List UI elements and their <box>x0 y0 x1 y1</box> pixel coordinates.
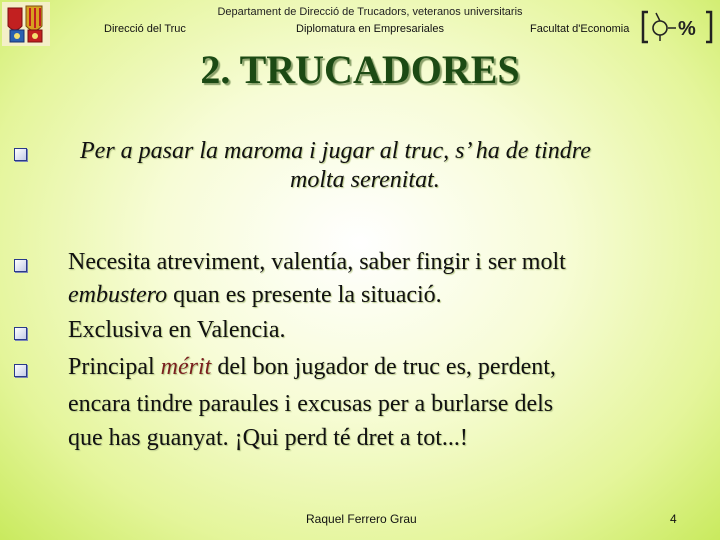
bullet-1-line-1: Per a pasar la maroma i jugar al truc, s’ ha de tindre <box>80 138 591 164</box>
bullet-2-line-2-rest: quan es presente la situació. <box>167 282 442 308</box>
header-middle-label: Diplomatura en Empresariales <box>296 23 444 35</box>
bullet-1-line-2: molta serenitat. <box>290 167 440 193</box>
slide-title: 2. TRUCADORES <box>200 47 520 92</box>
department-header: Departament de Direcció de Trucadors, veteranos universitaris <box>217 6 523 18</box>
bullet-4-merit-word: mérit <box>160 354 212 380</box>
economics-faculty-logo-icon <box>640 8 720 48</box>
header-left-label: Direcció del Truc <box>104 23 186 35</box>
svg-text:%: % <box>678 18 696 40</box>
page-number: 4 <box>670 512 677 526</box>
bullet-4-line-3: que has guanyat. ¡Qui perd té dret a tot...! <box>68 425 468 451</box>
bullet-4-line-2: encara tindre paraules i excusas per a burlarse dels <box>68 391 554 417</box>
bullet-3-line-1: Exclusiva en Valencia. <box>68 317 286 343</box>
bullet-2-line-1: Necesita atreviment, valentía, saber fingir i ser molt <box>68 249 566 275</box>
bullet-2-italic-word: embustero <box>68 282 168 308</box>
bullet-square-icon <box>14 148 27 161</box>
bullet-2-line-2 <box>68 281 442 310</box>
bullet-square-icon <box>14 327 27 340</box>
footer-author: Raquel Ferrero Grau <box>306 512 417 526</box>
bullet-4-line-1-a: Principal <box>68 354 161 380</box>
header-right-label: Facultat d'Economia <box>530 23 630 35</box>
bullet-square-icon <box>14 259 27 272</box>
bullet-4-line-1-b: del bon jugador de truc es, perdent, <box>211 354 556 380</box>
bullet-square-icon <box>14 364 27 377</box>
bullet-4-line-1 <box>68 353 556 382</box>
